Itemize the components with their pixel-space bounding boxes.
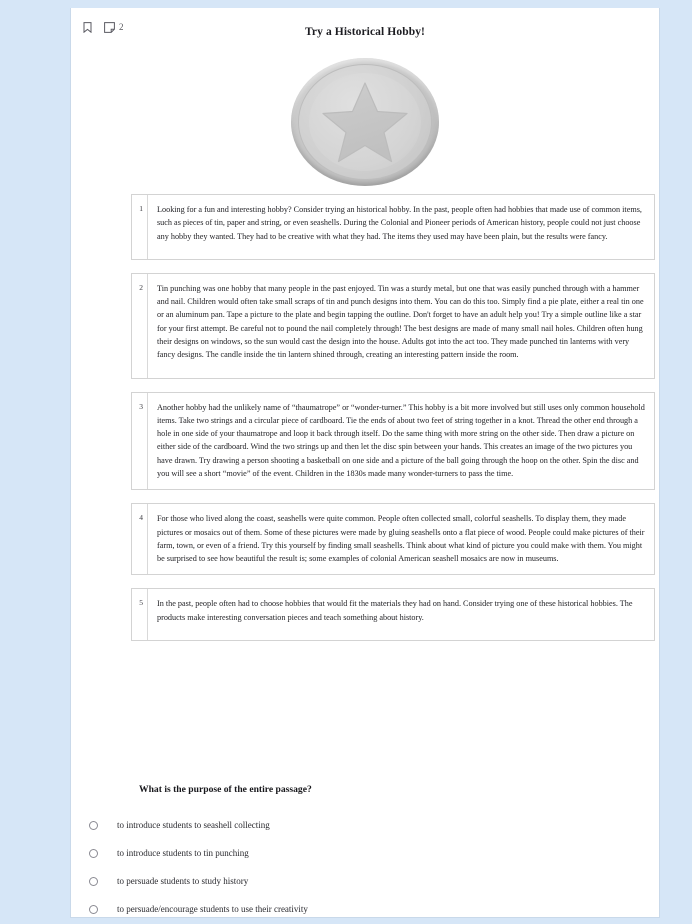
- paragraph-text: Tin punching was one hobby that many people in the past enjoyed. Tin was a sturdy metal, but one that was easily punched through with a hammer and nail. Children would often take small scraps of tin and punch designs into them. You can do this too. Simply find a pie plate, either a real tin one or an aluminum pan. Tape a picture to the plate and begin tapping the outline. Don't forget to have an adult help you! Try a simple outline like a star for your first attempt. Be careful not to pound the nail completely through! The best designs are made of many small nail holes. Children often hung their designs on windows, so the sun would cast the design into the house. Adults got into the act too. They made punched tin lanterns with very fancy designs. The candle inside the tin lantern shined through, creating an interesting pattern inside the room.: [157, 283, 644, 360]
- tin-pie-plate-illustration: [291, 58, 439, 186]
- paragraph-box[interactable]: [131, 588, 655, 641]
- paragraph-number: 3: [132, 393, 148, 490]
- answer-choice-label: to persuade students to study history: [117, 876, 249, 886]
- answer-choice-label: to persuade/encourage students to use their creativity: [117, 904, 308, 914]
- paragraph-number: 1: [132, 195, 148, 259]
- illustration-container: [71, 56, 659, 188]
- paragraph-number: 2: [132, 274, 148, 378]
- star-motif-icon: [321, 81, 409, 165]
- page-title: Try a Historical Hobby!: [305, 26, 425, 38]
- paragraph-box[interactable]: [131, 273, 655, 379]
- answer-choice-1[interactable]: [83, 811, 649, 839]
- note-count-badge: 2: [119, 22, 124, 32]
- answer-choice-4[interactable]: [83, 895, 649, 918]
- question-prompt: What is the purpose of the entire passage?: [139, 784, 312, 795]
- paragraph-box[interactable]: [131, 392, 655, 491]
- paragraph-text: Looking for a fun and interesting hobby? Consider trying an historical hobby. In the past, people often had hobbies that made use of common items, such as pieces of tin, paper and string, or even seashells. During the Colonial and Pioneer periods of American history, people could not just choose any hobby they wanted. They had to be creative with what they had. The items they used may have been plain, but the results were fancy.: [157, 205, 642, 241]
- paragraph-text: For those who lived along the coast, seashells were quite common. People often collected small, colorful seashells. To display them, they made pictures or mosaics out of them. Some of these pictures were made by gluing seashells onto a flat piece of wood. People could make pictures of their farm, town, or even of a friend. Try this yourself by finding small seashells. Think about what kind of picture you could make with them. You might be surprised to see how beautiful the result is; some examples of colonial American seashell mosaics are now in museums.: [157, 514, 645, 564]
- document-panel: [70, 8, 660, 918]
- radio-button-2[interactable]: [89, 849, 98, 858]
- paragraph-number: 4: [132, 504, 148, 574]
- question-area: [83, 784, 649, 918]
- paragraph-box[interactable]: [131, 503, 655, 575]
- paragraph-text: Another hobby had the unlikely name of “thaumatrope” or “wonder-turner.” This hobby is a bit more involved but still uses only common household items. Take two strings and a circular piece of cardboard. Tie the ends of about two feet of string together in a knot. Thread the other end through a hole in one side of your thaumatrope and loop it back through itself. Do the same thing with more string on the other side. Then draw a picture on either side of the cardboard. Wind the two strings up and then let the disc spin between your hands. This creates an image of the two pictures you have drawn. Try drawing a person shooting a basketball on one side and a picture of the ball going through the hoop on the other. Spin the disc and you will see a short “movie” of the event. Children in the 1830s made many wonder-turners to pass the time.: [157, 402, 645, 478]
- passage-container: [131, 194, 655, 654]
- paragraph-number: 5: [132, 589, 148, 640]
- paragraph-text: In the past, people often had to choose hobbies that would fit the materials they had on hand. Consider trying one of these historical hobbies. The products make interesting conversation pieces and teach something about history.: [157, 599, 633, 622]
- answer-choice-3[interactable]: [83, 867, 649, 895]
- answer-choice-label: to introduce students to seashell collecting: [117, 820, 270, 830]
- radio-button-4[interactable]: [89, 905, 98, 914]
- answer-choice-2[interactable]: [83, 839, 649, 867]
- paragraph-box[interactable]: [131, 194, 655, 260]
- radio-button-1[interactable]: [89, 821, 98, 830]
- radio-button-3[interactable]: [89, 877, 98, 886]
- answer-choice-label: to introduce students to tin punching: [117, 848, 249, 858]
